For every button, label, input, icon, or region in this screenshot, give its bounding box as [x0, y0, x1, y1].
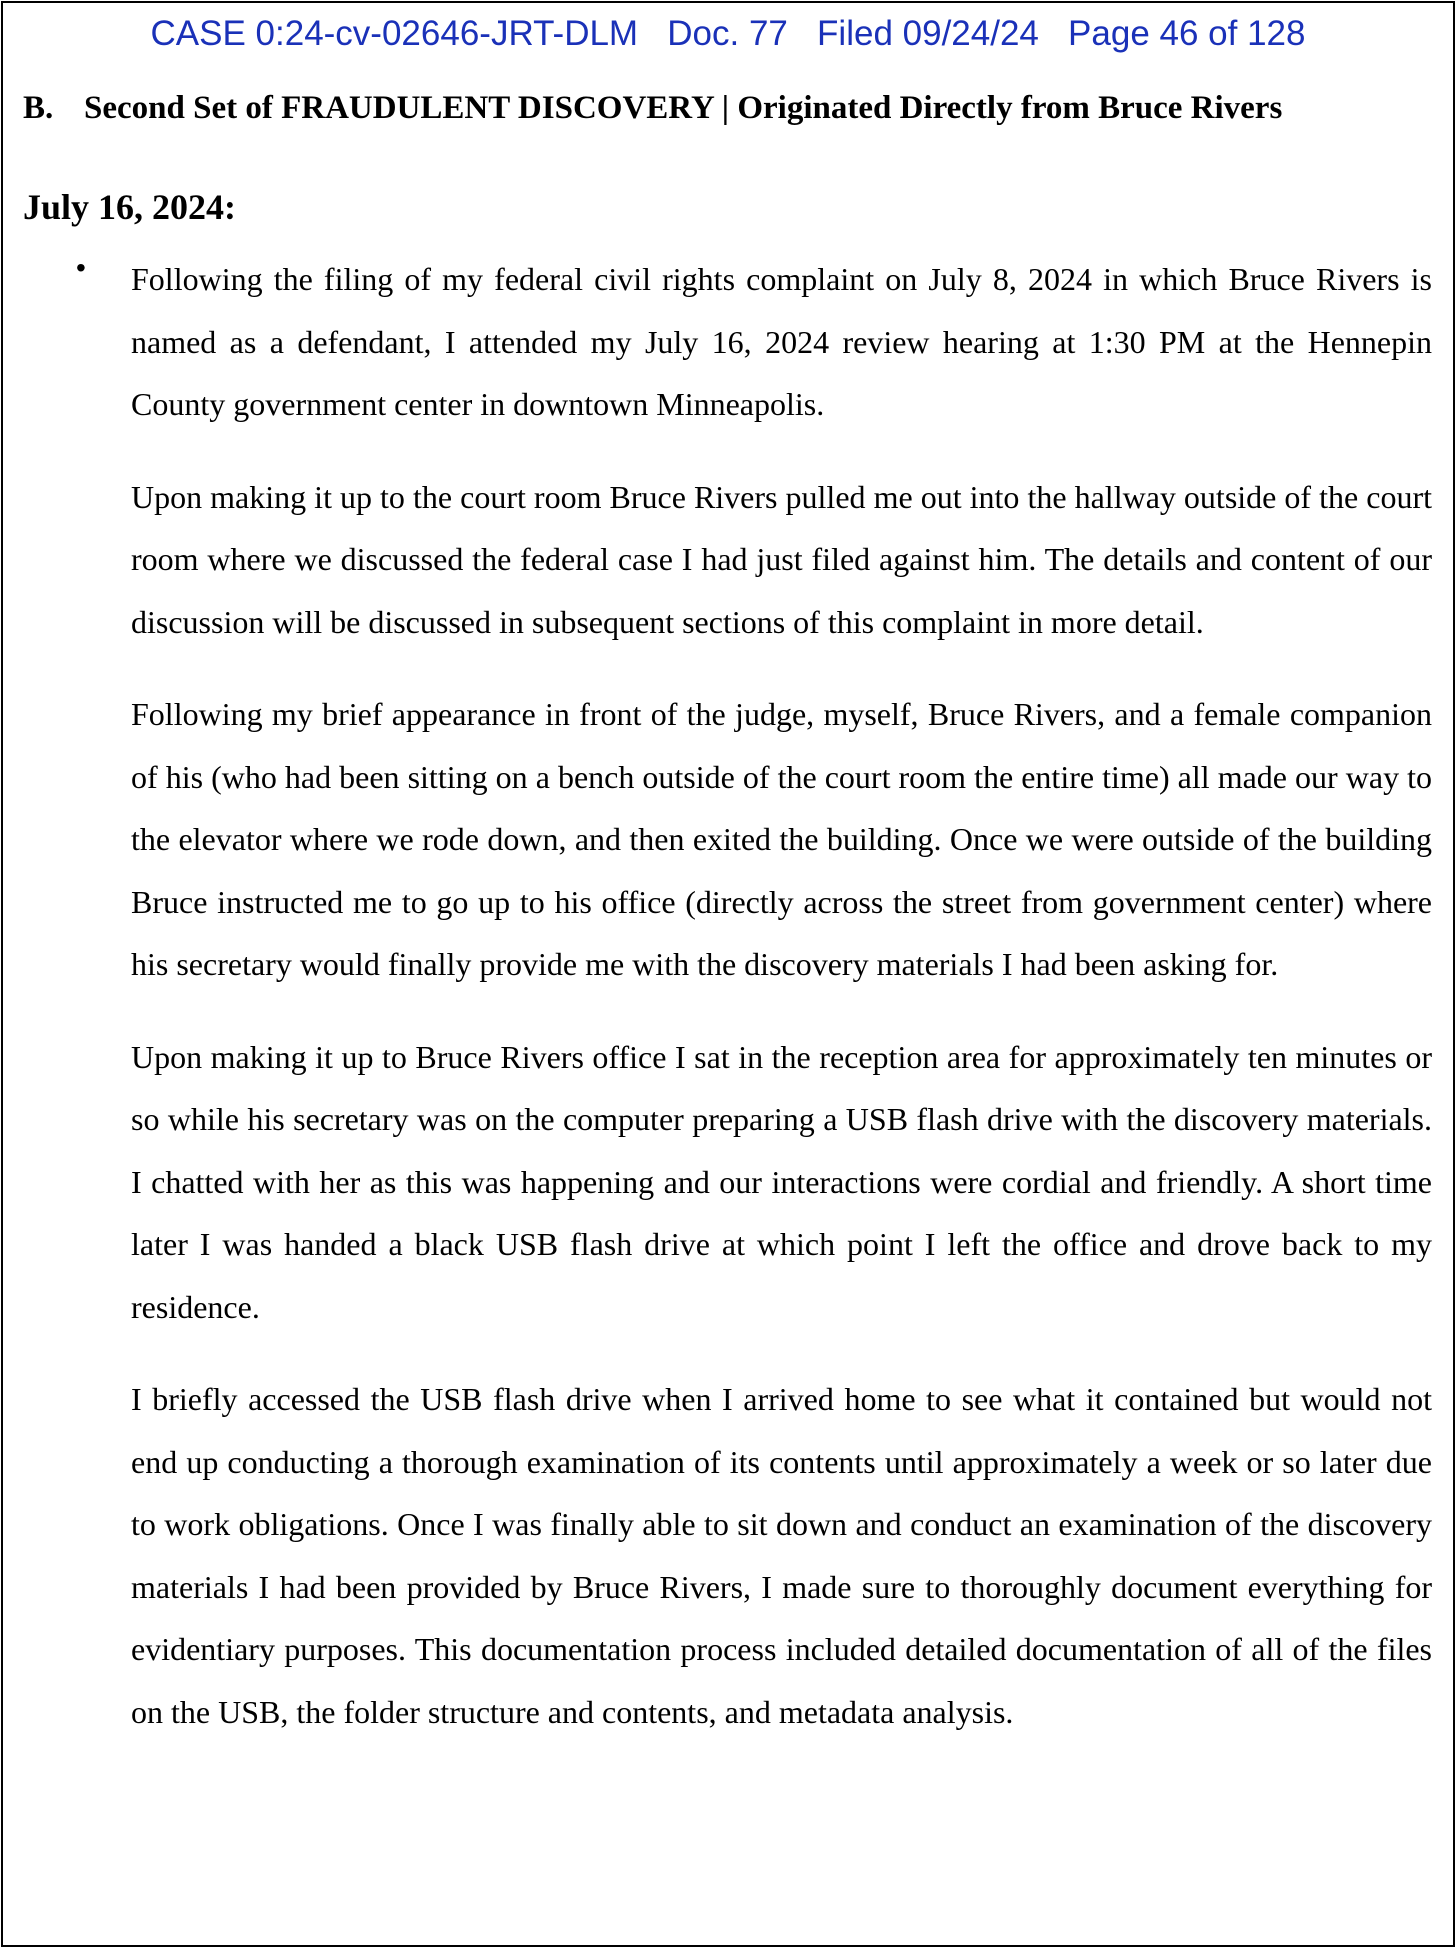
paragraph: I briefly accessed the USB flash drive when I arrived home to see what it contained but would not end up conducting a thorough examination of its contents until approximately a week or so later due to work obligations. Once I was finally able to sit down and conduct an examination of the discovery materials I had been provided by Bruce Rivers, I made sure to thoroughly document everything for evidentiary purposes. This documentation process included detailed documentation of all of the files on the USB, the folder structure and contents, and metadata analysis. — [131, 1381, 1432, 1730]
paragraph: Upon making it up to Bruce Rivers office I sat in the reception area for approximately ten minutes or so while his secretary was on the computer preparing a USB flash drive with the discovery materials. I chatted with her as this was happening and our interactions were cordial and friendly. A short time later I was handed a black USB flash drive at which point I left the office and drove back to my residence. — [131, 1038, 1432, 1325]
paragraph: Following my brief appearance in front of the judge, myself, Bruce Rivers, and a female companion of his (who had been sitting on a bench outside of the court room the entire time) all made our way to the elevator where we rode down, and then exited the building. Once we were outside of the building Bruce instructed me to go up to his office (directly across the street from government center) where his secretary would finally provide me with the discovery materials I had been asking for. — [131, 696, 1432, 982]
case-filing-header: CASE 0:24-cv-02646-JRT-DLM Doc. 77 Filed 09/24/24 Page 46 of 128 — [150, 14, 1306, 53]
section-title: Second Set of FRAUDULENT DISCOVERY | Originated Directly from Bruce Rivers — [84, 90, 1283, 126]
bullet-point-icon: • — [76, 252, 86, 283]
section-letter: B. — [23, 90, 54, 126]
section-heading — [23, 90, 1282, 127]
paragraph: Upon making it up to the court room Bruce Rivers pulled me out into the hallway outside of the court room where we discussed the federal case I had just filed against him. The details and content of our discussion will be discussed in subsequent sections of this complaint in more detail. — [131, 478, 1432, 640]
date-heading: July 16, 2024: — [23, 187, 237, 227]
paragraph: Following the filing of my federal civil rights complaint on July 8, 2024 in which Bruce Rivers is named as a defendant, I attended my July 16, 2024 review hearing at 1:30 PM at the Hennepin County government center in downtown Minneapolis. — [131, 261, 1432, 422]
body-text — [131, 248, 1432, 1773]
